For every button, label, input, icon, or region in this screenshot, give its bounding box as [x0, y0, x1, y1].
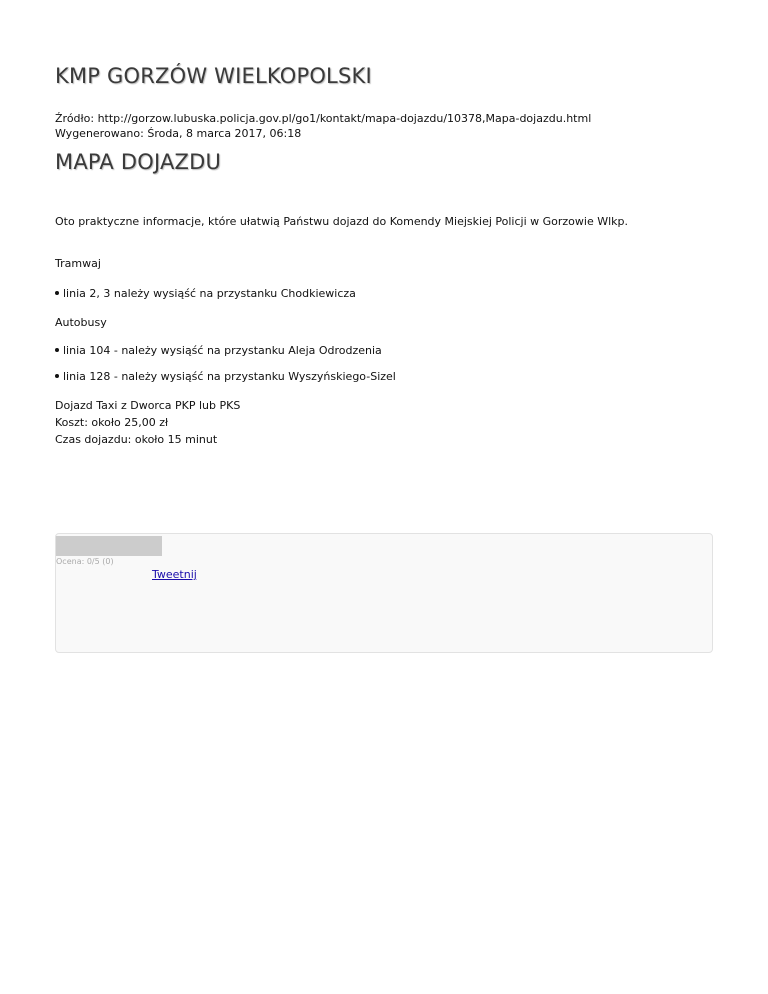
list-item [55, 368, 396, 385]
source-line: Źródło: http://gorzow.lubuska.policja.gov.pl/go1/kontakt/mapa-dojazdu/10378,Mapa-dojazdu.html [55, 112, 592, 125]
taxi-cost-line: Koszt: około 25,00 zł [55, 416, 169, 429]
list-item-text: linia 104 - należy wysiąść na przystanku Aleja Odrodzenia [63, 344, 382, 357]
bullet-icon [55, 291, 59, 295]
rating-stars-bar[interactable] [56, 536, 162, 556]
list-item [55, 285, 356, 302]
bullet-icon [55, 348, 59, 352]
rating-label: Ocena: 0/5 (0) [56, 557, 114, 566]
bullet-icon [55, 374, 59, 378]
rating-share-panel [55, 533, 713, 653]
list-item-text: linia 128 - należy wysiąść na przystanku Wyszyńskiego-Sizel [63, 370, 396, 383]
tram-heading: Tramwaj [55, 257, 101, 270]
bus-heading: Autobusy [55, 316, 107, 329]
intro-paragraph: Oto praktyczne informacje, które ułatwią Państwu dojazd do Komendy Miejskiej Policji w Gorzowie Wlkp. [55, 215, 629, 228]
taxi-line: Dojazd Taxi z Dworca PKP lub PKS [55, 399, 241, 412]
tweet-link[interactable]: Tweetnij [152, 568, 197, 581]
generated-line: Wygenerowano: Środa, 8 marca 2017, 06:18 [55, 127, 302, 140]
page-title: MAPA DOJAZDU [55, 150, 222, 174]
document-meta [55, 111, 591, 141]
list-item-text: linia 2, 3 należy wysiąść na przystanku Chodkiewicza [63, 287, 356, 300]
list-item [55, 342, 382, 359]
taxi-time-line: Czas dojazdu: około 15 minut [55, 433, 218, 446]
site-title: KMP GORZÓW WIELKOPOLSKI [55, 64, 372, 88]
